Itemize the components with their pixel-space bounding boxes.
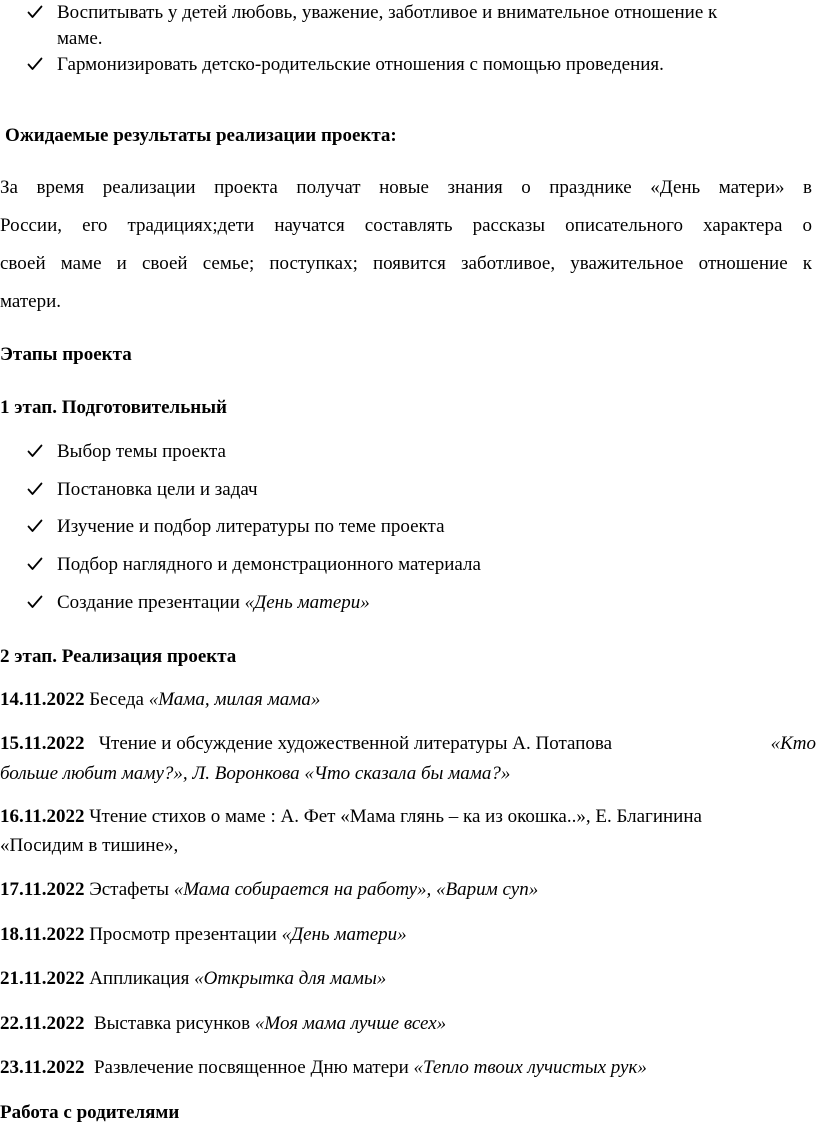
- results-paragraph-line: матери.: [0, 291, 61, 312]
- stage1-item: Изучение и подбор литературы по теме проекта: [57, 516, 445, 537]
- stages-heading: Этапы проекта: [0, 344, 132, 365]
- stage1-item: Выбор темы проекта: [57, 441, 226, 462]
- stage1-item: Постановка цели и задач: [57, 479, 258, 500]
- results-paragraph-line: своей маме и своей семье; поступках; появится заботливое, уважительное отношение к: [0, 253, 812, 274]
- results-paragraph-line: России, его традициях;дети научатся составлять рассказы описательного характера о: [0, 215, 812, 236]
- stage1-item: Подбор наглядного и демонстрационного материала: [57, 554, 481, 575]
- bullet-text: Воспитывать у детей любовь, уважение, заботливое и внимательное отношение к: [57, 2, 718, 23]
- checkmark-icon: [27, 556, 43, 572]
- event-line: 22.11.2022 Выставка рисунков «Моя мама лучше всех»: [0, 1013, 447, 1034]
- checkmark-icon: [27, 443, 43, 459]
- bullet-text: Гармонизировать детско-родительские отношения с помощью проведения.: [57, 54, 664, 75]
- event-line: 16.11.2022 Чтение стихов о маме : А. Фет «Мама глянь – ка из окошка..», Е. Благинина: [0, 806, 702, 827]
- event-line: 14.11.2022 Беседа «Мама, милая мама»: [0, 689, 321, 710]
- checkmark-icon: [27, 56, 43, 72]
- event-line: 21.11.2022 Аппликация «Открытка для мамы»: [0, 968, 387, 989]
- results-heading: Ожидаемые результаты реализации проекта:: [5, 125, 397, 146]
- stage2-heading: 2 этап. Реализация проекта: [0, 646, 237, 667]
- checkmark-icon: [27, 594, 43, 610]
- stage1-heading: 1 этап. Подготовительный: [0, 397, 227, 418]
- event-line: 23.11.2022 Развлечение посвященное Дню матери «Тепло твоих лучистых рук»: [0, 1057, 647, 1078]
- event-line: 17.11.2022 Эстафеты «Мама собирается на работу», «Варим суп»: [0, 879, 539, 900]
- event-line-continued: «Посидим в тишине»,: [0, 835, 179, 856]
- checkmark-icon: [27, 4, 43, 20]
- event-line: 15.11.2022 Чтение и обсуждение художественной литературы А. Потапова «Кто: [0, 733, 816, 754]
- bullet-text-continued: маме.: [57, 28, 103, 49]
- results-paragraph-line: За время реализации проекта получат новые знания о празднике «День матери» в: [0, 177, 812, 198]
- checkmark-icon: [27, 518, 43, 534]
- event-line: 18.11.2022 Просмотр презентации «День матери»: [0, 924, 407, 945]
- checkmark-icon: [27, 481, 43, 497]
- parents-heading: Работа с родителями: [0, 1102, 180, 1123]
- event-line-continued: больше любит маму?», Л. Воронкова «Что сказала бы мама?»: [0, 763, 511, 784]
- stage1-item: Создание презентации «День матери»: [57, 592, 370, 613]
